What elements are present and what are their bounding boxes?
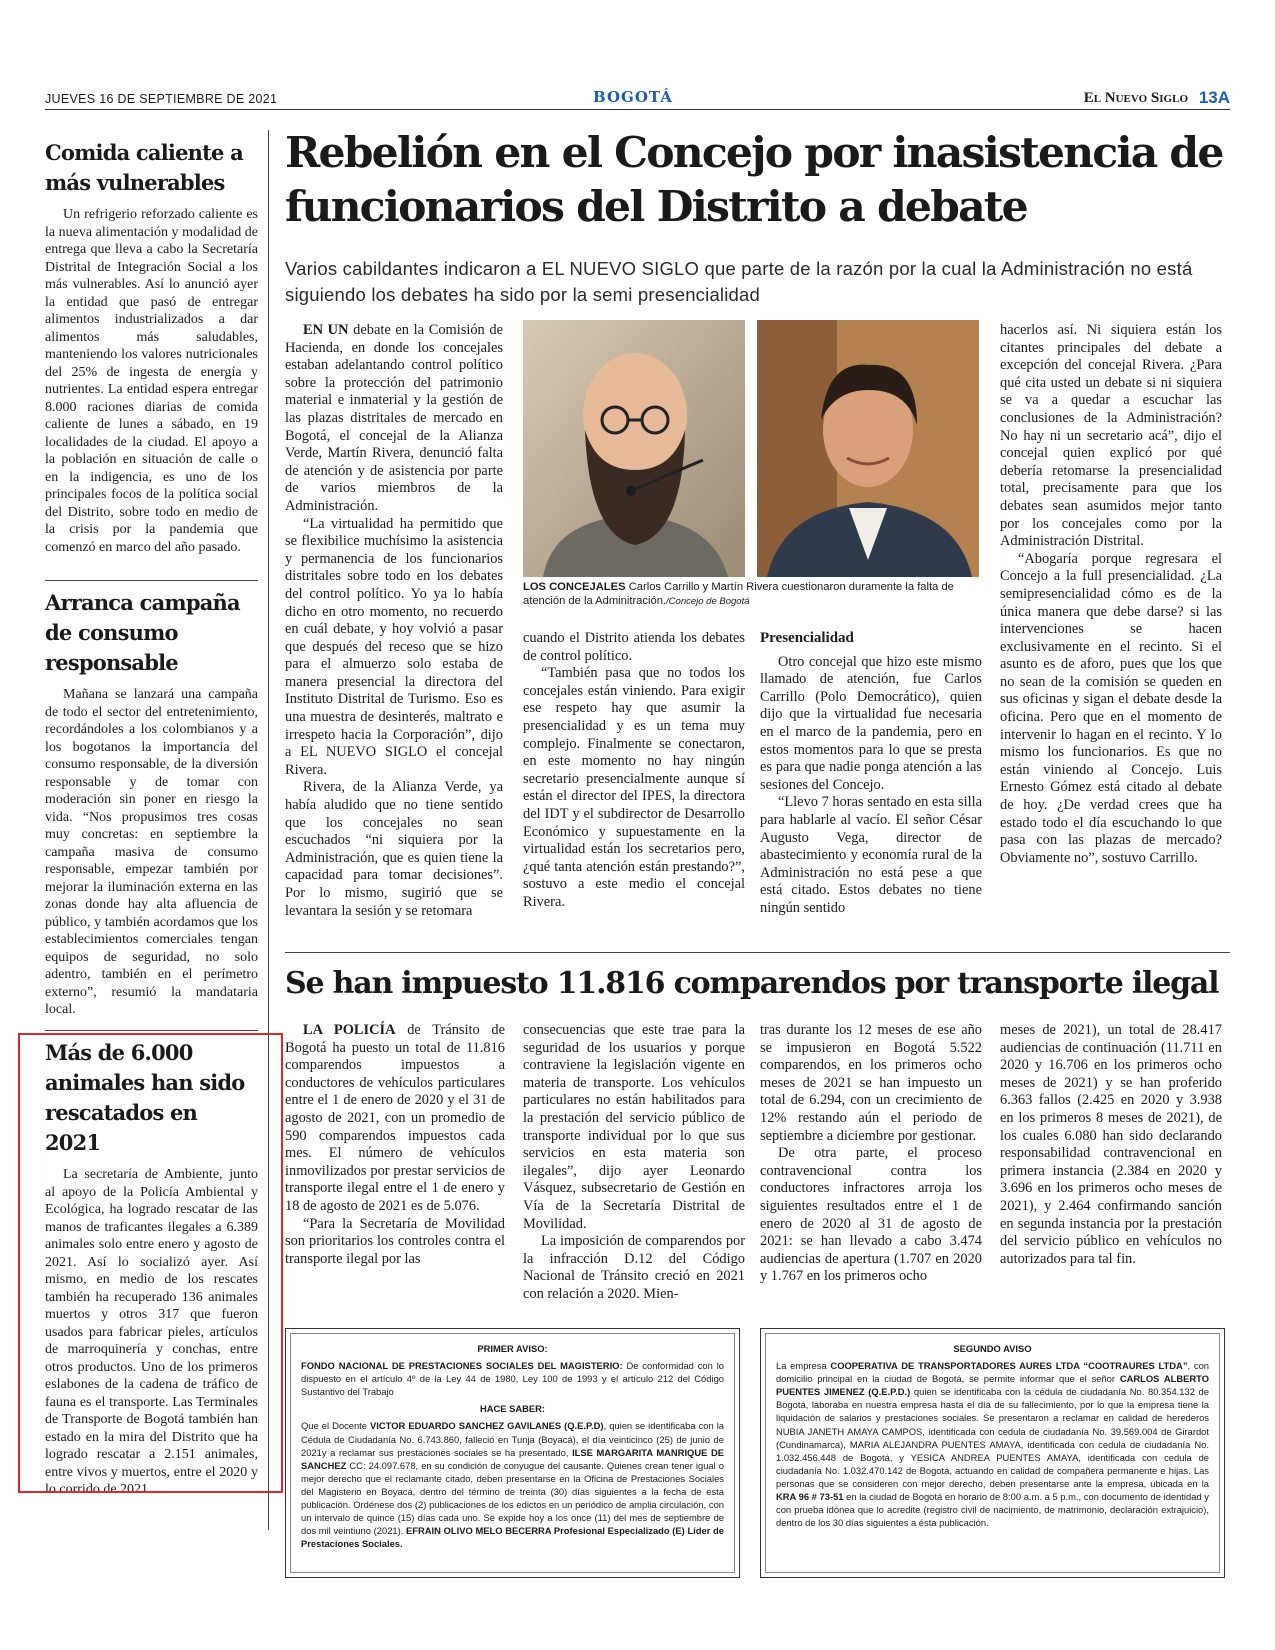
portrait-image <box>523 320 745 577</box>
second-headline: Se han impuesto 11.816 comparendos por transporte ilegal <box>285 966 1219 1001</box>
notice-title: SEGUNDO AVISO <box>953 1343 1032 1354</box>
sidebar-divider <box>45 580 258 581</box>
brief-title: Comida caliente a más vulnerables <box>45 140 243 195</box>
page-header <box>45 88 1230 110</box>
notice-name: CARLOS ALBERTO PUENTES JIMENEZ (Q.E.P.D.) <box>776 1373 1210 1398</box>
paragraph: “Para la Secretaría de Movilidad son prioritarios los controles contra el transporte ilegal por las <box>285 1215 505 1267</box>
newspaper-name: El Nuevo Siglo <box>1083 90 1188 106</box>
second-col-4 <box>1000 1022 1222 1268</box>
paragraph: hacerlos así. Ni siquiera están los citantes principales del debate a excepción del concejal Rivera. ¿Para qué cita usted un debate si ni siquiera se va a quedar a escuchar las conclusiones de la Administración? No hay ni un secretario acá”, dijo el concejal quien explicó por qué debería retomarse la presencialidad total, precisamente para que los debates sean asumidos mejor tanto por los concejales como por la Administración Distrital. <box>1000 322 1222 550</box>
subhead: Presencialidad <box>760 630 854 646</box>
photo-carlos-carrillo <box>523 320 745 577</box>
brief-title: Más de 6.000 animales han sido rescatados en 2021 <box>45 1040 245 1155</box>
sidebar-brief-1 <box>45 138 258 556</box>
main-col-1 <box>285 322 503 920</box>
photo-martin-rivera <box>757 320 979 577</box>
paragraph: “También pasa que no todos los concejales están viniendo. Para exigir ese respeto hay que asumir la presencialidad y es un tema muy complejo. Finalmente se conectaron, en este momento no hay ningún secretario presencialmente aunque sí están el director del IPES, la directora del IDT y el subdirector de Desarrollo Económico y supuestamente en la virtualidad están los secretarios pero, ¿qué tanta atención están prestando?”, sostuvo a este medio el concejal Rivera. <box>523 665 745 910</box>
main-col-2 <box>523 630 745 912</box>
photo-credit: /Concejo de Bogotá <box>666 596 750 607</box>
sidebar-rule <box>268 130 269 1530</box>
brief-title: Arranca campaña de consumo responsable <box>45 590 240 675</box>
notice-text: La empresa <box>776 1360 831 1372</box>
main-col-3 <box>760 630 982 918</box>
sidebar-divider <box>45 1030 258 1031</box>
notice-signature: EFRAIN OLIVO MELO BECERRA Profesional Especializado (E) Líder de Prestaciones Sociales. <box>301 1525 724 1550</box>
notice-text: quien se identificaba con la cédula de ciudadanía No. 80.354.132 de Bogotá, laboraba en nuestra empresa hasta el día de su fallecimiento, por lo que la empresa tiene la liquidación de salarios y prestaciones sociales. Se presentaron a reclamar en calidad de herederos NUBIA JANETH AMAYA CAMPOS, identificada con cedula de ciudadanía No. 39.569.004 de Girardot (Cundinamarca), MARIA ALEJANDRA PUENTES AMAYA, identificada con cedula de ciudadanía No. 1.032.456.448 de Bogotá, y YESICA ANDREA PUENTES AMAYA, identificada con cedula de ciudadanía No. 1.032.470.142 de Bogotá, actuando en calidad de compañera permanente e hijas. Las personas que se consideren con mejor derecho, deben presentarse ante la empresa, ubicada en la <box>776 1386 1209 1489</box>
highlight-box <box>18 1033 283 1493</box>
paragraph: De otra parte, el proceso contravencional contra los conductores infractores arroja los siguientes resultados entre el 1 de enero de 2020 al 31 de agosto de 2021: se han llevado a cabo 3.474 audiencias de apertura (1.707 en 2020 y 1.767 en los primeros ocho <box>760 1145 982 1285</box>
page-number: 13A <box>1198 88 1230 107</box>
notice-text: en la ciudad de Bogotá en horario de 8:00 a.m. a 5 p.m., con documento de identidad y con prueba idónea que lo acredite (registro civil de nacimiento, de matrimonio, declaración extrajuicio), dentro de los 30 días siguientes a ésta publicación. <box>776 1491 1209 1529</box>
caption-lead: LOS CONCEJALES <box>523 581 626 593</box>
caption-text: Carlos Carrillo y Martín Rivera cuestionaron duramente la falta de atención de la Adminitración. <box>523 581 954 607</box>
main-headline: Rebelión en el Concejo por inasistencia de funcionarios del Distrito a debate <box>285 128 1223 232</box>
second-col-2 <box>523 1022 745 1304</box>
paragraph: meses de 2021), un total de 28.417 audiencias de continuación (11.711 en 2020 y 16.706 en los primeros ocho meses de 2021) y se han proferido 6.363 fallos (2.425 en 2020 y 3.938 en los primeros 8 meses de 2021), de los cuales 6.080 han sido declarando responsabilidad contravencional en primera instancia (2.384 en 2020 y 3.696 en los primeros ocho meses de 2021), y 2.464 confirmando sanción en segunda instancia por la prestación del servicio público en vehículos no autorizados para tal fin. <box>1000 1022 1222 1267</box>
paragraph: consecuencias que este trae para la seguridad de los usuarios y porque contraviene la legislación vigente en materia de transporte. Los vehículos particulares no están habilitados para la prestación del servicio público de transporte individual por lo que sus servicios en esta materia son ilegales”, dijo ayer Leonardo Vásquez, subsecretario de Gestión en Vía de la Secretaría Distrital de Movilidad. <box>523 1022 745 1232</box>
legal-notice-2 <box>760 1328 1225 1578</box>
portrait-image <box>757 320 979 577</box>
notice-name: ILSE MARGARITA MANRIQUE DE SANCHEZ <box>301 1446 724 1471</box>
brief-body: Un refrigerio reforzado caliente es la nueva alimentación y modalidad de entrega que lleva a cabo la Secretaría Distrital de Integración Social a los más vulnerables. Así lo anunció ayer la entidad que pasó de entregar alimentos industrializados a dar alimentos más saludables, manteniendo los valores nutricionales del 25% de ingesta de energía y nutrientes. La entidad espera entregar 8.000 raciones diarias de comida caliente de lunes a sábado, en 19 localidades de la ciudad. El apoyo a la población en situación de calle o en la indigencia, es uno de los principales focos de la política social del Distrito, sobre todo en medio de la crisis por la pandemia que comenzó en marco del año pasado. <box>45 207 258 555</box>
legal-notice-1 <box>285 1328 740 1578</box>
paragraph: de Tránsito de Bogotá ha puesto un total de 11.816 comparendos impuestos a conductores de vehículos particulares entre el 1 de enero de 2020 y el 31 de agosto de 2021, con un promedio de 590 comparendos impuestos cada mes. El número de vehículos inmovilizados por prestar servicios de transporte ilegal entre el 1 de enero y 18 de agosto de 2021 es de 5.076. <box>285 1022 505 1214</box>
notice-text: CC: 24.097.678, en su condición de conyugue del causante. Quienes crean tener igual o mejor derecho que el reclamante citado, deben presentarse en la Oficina de Prestaciones Sociales del Magisterio en Boyacá, dentro del término de treinta (30) días siguientes a la fecha de esta publicación. Ordénese dos (2) publicaciones de los edictos en un periódico de amplia circulación, con un intervalo de quince (15) días cada uno. Se expide hoy a los once (11) del mes de septiembre de dos mil veintiuno (2021). <box>301 1459 724 1537</box>
notice-entity: FONDO NACIONAL DE PRESTACIONES SOCIALES DEL MAGISTERIO: <box>301 1360 623 1372</box>
notice-address: KRA 96 # 73-51 <box>776 1491 844 1503</box>
brief-body: Mañana se lanzará una campaña de todo el sector del entretenimiento, recordándoles a los colombianos y a los bogotanos la importancia del consumo responsable, de la diversión responsable y de tomar con moderación sin poner en riesgo la vida. “Nos propusimos tres cosas muy concretas: en septiembre la campaña masiva de consumo responsable, empezar también por mejorar la iluminación externa en las zonas donde hay alta afluencia de público, y también acordamos que los establecimientos comerciales tengan equipos de seguridad, no solo adentro, también en el perímetro externo”, resumió la mandataria local. <box>45 687 258 1017</box>
paragraph: “La virtualidad ha permitido que se flexibilice muchísimo la asistencia y permanencia de los funcionarios distritales sobre todo en los debates del control político. Yo ya lo había dicho en otro momento, no recuerdo en cuál debate, y hoy volvió a pasar que después del receso que se hizo para el almuerzo solo estaba de manera presencial la directora del Instituto Distrital de Turismo. Eso es una muestra de desinterés, maltrato e irrespeto hacia la Corporación”, dijo a EL NUEVO SIGLO el concejal Rivera. <box>285 515 503 778</box>
notice-text: , quien se identificaba con la Cédula de Ciudadanía No. 6.743.860, falleció en Tunja (Boyacá), el día veinticinco (25) de junio de 2021y a reclamar sus prestaciones sociales se ha presentado, <box>301 1420 725 1458</box>
sidebar-brief-2 <box>45 588 258 1019</box>
notice-text: Que el Docente <box>301 1420 371 1432</box>
second-col-3 <box>760 1022 982 1286</box>
paragraph: “Abogaría porque regresara el Concejo a la full presencialidad. ¿La semipresencialidad cómo es de la única manera que debe darse? si las intervenciones se hacen exclusivamente en el recinto. Si el asunto es de aforo, pues que los que no sean de la comisión se queden en sus oficinas y sigan el debate desde la oficina. Pero que en el momento de intervenir lo hagan en el recinto. Y lo mismo los funcionarios. Es que no están viniendo al Concejo. Luis Ernesto Gómez está citado al debate de hoy. ¿De verdad crees que ha estado todo el día escuchando lo que pasa con las plazas de mercado? Obviamente no”, sostuvo Carrillo. <box>1000 550 1222 866</box>
paragraph: Otro concejal que hizo este mismo llamado de atención, fue Carlos Carrillo (Polo Democrático), quien dijo que la virtualidad fue necesaria en el marco de la pandemia, pero en estos momentos para lo que se presta es para que nadie ponga atención a las sesiones del Concejo. <box>760 653 982 793</box>
photo-caption <box>523 580 979 609</box>
notice-text: , con domicilio principal en la ciudad de Bogotá, se permite informar que el señor <box>776 1360 1209 1385</box>
notice-subtitle: HACE SABER: <box>479 1403 546 1415</box>
section-name: BOGOTÁ <box>593 88 673 106</box>
lead-in: EN UN <box>303 322 349 338</box>
notice-title: PRIMER AVISO: <box>477 1343 548 1354</box>
paragraph: cuando el Distrito atienda los debates de control político. <box>523 630 745 664</box>
paragraph: “Llevo 7 horas sentado en esta silla para hablarle al vacío. El señor César Augusto Vega, director de abastecimiento y economía rural de la Administración no está pese a que está citado. Estos debates no tiene ningún sentido <box>760 794 982 916</box>
lead-in: LA POLICÍA <box>303 1022 396 1038</box>
issue-date: JUEVES 16 DE SEPTIEMBRE DE 2021 <box>45 92 278 106</box>
story-divider <box>285 952 1230 953</box>
paragraph: Rivera, de la Alianza Verde, ya había aludido que no tiene sentido que los concejales no sean escuchados “ni siquiera por la Administración, que es quien tiene la capacidad para tomar decisiones”. Por lo mismo, sugirió que se levantara la sesión y se retomara <box>285 779 503 919</box>
paragraph: debate en la Comisión de Hacienda, en donde los concejales estaban adelantando control político sobre la protección del patrimonio material e inmaterial y la gestión de las plazas distritales de mercado en Bogotá, el concejal de la Alianza Verde, Martín Rivera, denunció falta de atención y de asistencia por parte de varios miembros de la Administración. <box>285 322 504 514</box>
notice-name: VICTOR EDUARDO SANCHEZ GAVILANES (Q.E.P.D) <box>370 1420 604 1432</box>
second-col-1 <box>285 1022 505 1268</box>
notice-entity: COOPERATIVA DE TRANSPORTADORES AURES LTDA “COOTRAURES LTDA” <box>830 1360 1188 1372</box>
brief-body: La secretaría de Ambiente, junto al apoyo de la Policía Ambiental y Ecológica, ha logrado rescatar de las manos de traficantes ilegales a 6.389 animales solo entre enero y agosto de 2021. Así lo socializó ayer. Así mismo, en medio de los rescates también ha recuperado 136 animales muertos y otros 317 que fueron usados para fabricar pieles, artículos de marroquinería y conchas, entre otros productos. Uno de los primeros eslabones de la cadena de tráfico de fauna es el transporte. Las Terminales de Transporte de Bogotá también han estado en la mira del Distrito que ha logrado rescatar a 2.151 animales, entre vivos y muertos, entre el 2020 y lo corrido de 2021. <box>45 1167 258 1497</box>
notice-text: De conformidad con lo dispuesto en el artículo 4º de la Ley 44 de 1980, Ley 100 de 1993 y el artículo 212 del Código Sustantivo del Trabajo <box>301 1360 724 1398</box>
main-col-4 <box>1000 322 1222 867</box>
main-deck: Varios cabildantes indicaron a EL NUEVO SIGLO que parte de la razón por la cual la Administración no está siguiendo los debates ha sido por la semi presencialidad <box>285 258 1193 305</box>
paragraph: tras durante los 12 meses de ese año se impusieron en Bogotá 5.522 comparendos, en los primeros ocho meses de 2021 se han impuesto un total de 6.294, con un crecimiento de 12% restando aún el periodo de septiembre a diciembre por gestionar. <box>760 1022 982 1144</box>
paragraph: La imposición de comparendos por la infracción D.12 del Código Nacional de Tránsito creció en 2021 con relación a 2020. Mien- <box>523 1233 745 1302</box>
